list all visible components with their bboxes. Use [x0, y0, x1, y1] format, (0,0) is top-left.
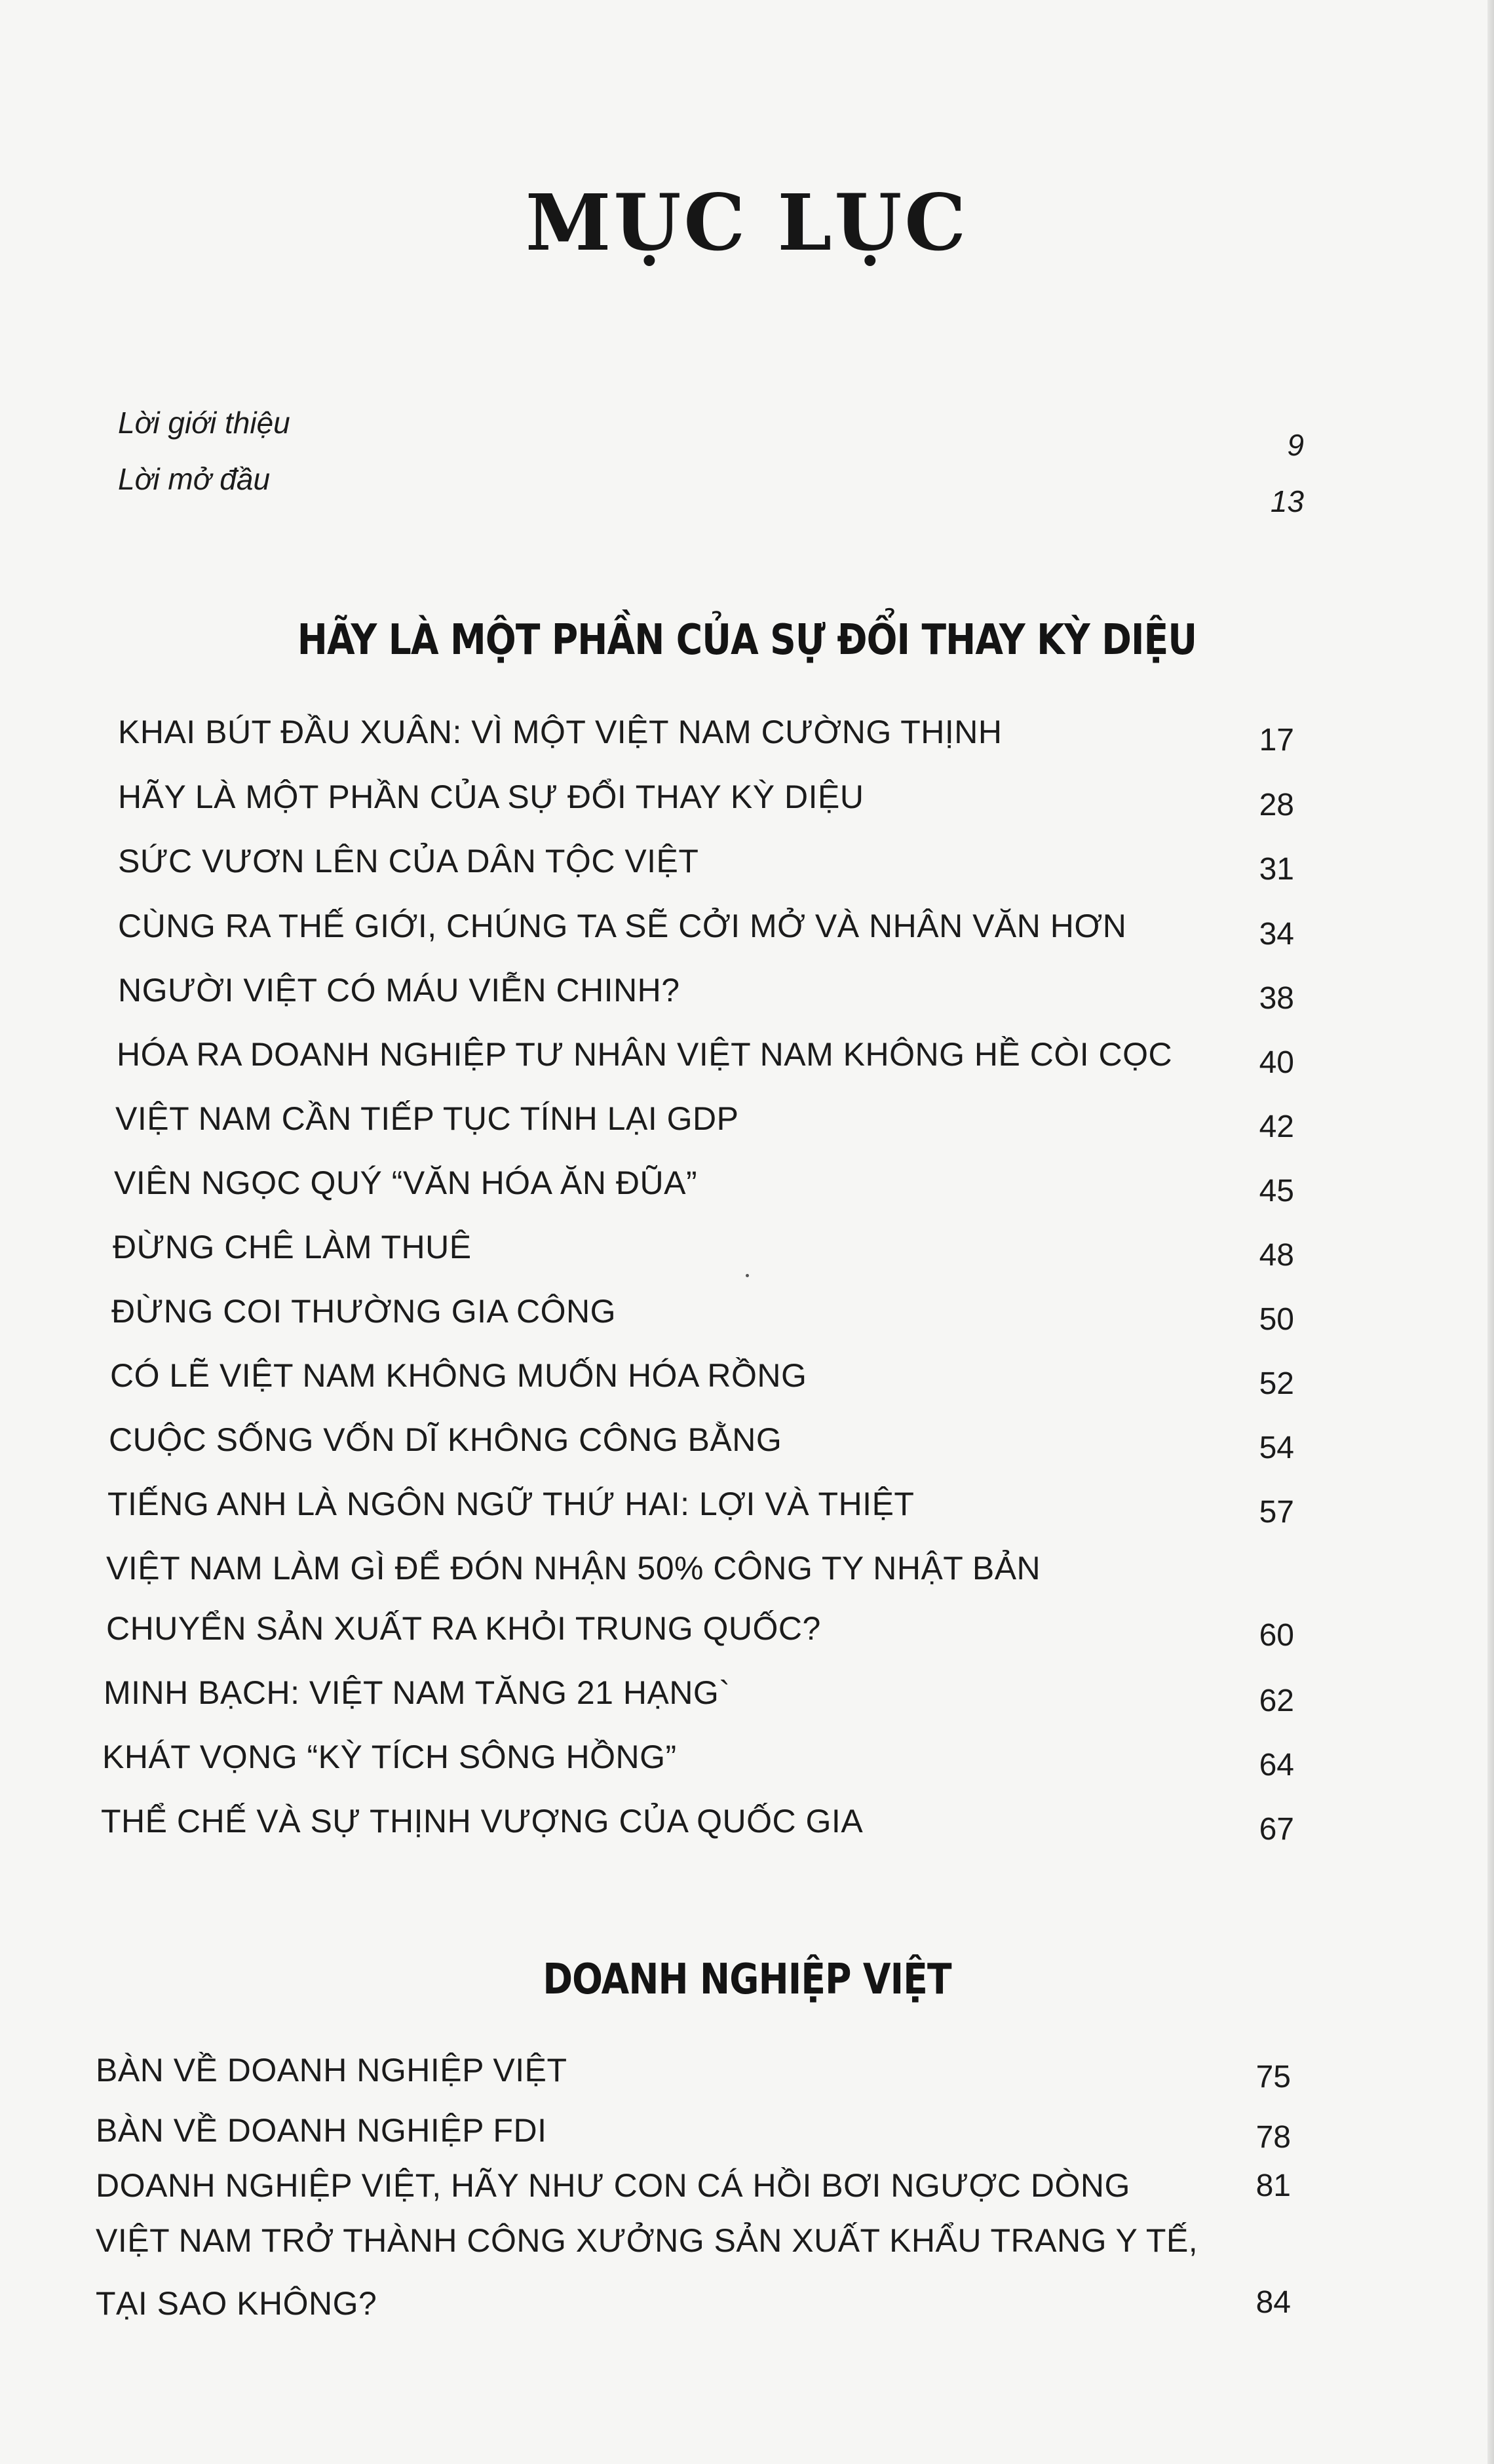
- toc-entry[interactable]: [96, 2111, 1291, 2170]
- toc-intro-entry[interactable]: [118, 461, 1304, 518]
- toc-intro-entry[interactable]: [118, 405, 1304, 462]
- toc-entry-title-continued: CHUYỂN SẢN XUẤT RA KHỎI TRUNG QUỐC?: [106, 1610, 821, 1647]
- toc-entry-title: HÃY LÀ MỘT PHẦN CỦA SỰ ĐỔI THAY KỲ DIỆU: [118, 779, 864, 815]
- section-heading: DOANH NGHIỆP VIỆT: [543, 1955, 951, 2004]
- toc-entry[interactable]: [96, 2051, 1291, 2110]
- toc-entry-title: CUỘC SỐNG VỐN DĨ KHÔNG CÔNG BẰNG: [109, 1421, 782, 1458]
- toc-entry-title: VIỆT NAM TRỞ THÀNH CÔNG XƯỞNG SẢN XUẤT KHẨU TRANG Y TẾ,: [96, 2222, 1198, 2259]
- toc-entry[interactable]: [113, 1228, 1294, 1287]
- toc-page-number: 28: [1259, 788, 1294, 822]
- toc-page-number: 31: [1259, 852, 1294, 887]
- toc-entry-title: Lời mở đầu: [118, 462, 271, 496]
- toc-entry[interactable]: [106, 1549, 1294, 1667]
- toc-entry-title: VIỆT NAM LÀM GÌ ĐỂ ĐÓN NHẬN 50% CÔNG TY NHẬT BẢN: [106, 1550, 1041, 1587]
- toc-entry-title: VIÊN NGỌC QUÝ “VĂN HÓA ĂN ĐŨA”: [114, 1165, 698, 1201]
- toc-entry[interactable]: [110, 1357, 1294, 1415]
- section-heading: HÃY LÀ MỘT PHẦN CỦA SỰ ĐỔI THAY KỲ DIỆU: [297, 616, 1197, 664]
- toc-entry-title: THỂ CHẾ VÀ SỰ THỊNH VƯỢNG CỦA QUỐC GIA: [101, 1803, 864, 1839]
- toc-page-number: 48: [1259, 1238, 1294, 1273]
- toc-entry[interactable]: [96, 2166, 1291, 2225]
- toc-entry-title: HÓA RA DOANH NGHIỆP TƯ NHÂN VIỆT NAM KHÔNG HỀ CÒI CỌC: [117, 1036, 1173, 1073]
- toc-page-number: 40: [1259, 1045, 1294, 1080]
- toc-entry[interactable]: [118, 713, 1294, 772]
- toc-entry-title: ĐỪNG COI THƯỜNG GIA CÔNG: [111, 1293, 616, 1330]
- toc-entry[interactable]: [118, 778, 1294, 837]
- page-edge: [1487, 0, 1494, 2464]
- toc-page-number: 60: [1259, 1618, 1294, 1653]
- toc-page-number: 54: [1259, 1431, 1294, 1465]
- toc-page-number: 75: [1255, 2060, 1291, 2094]
- toc-entry[interactable]: [117, 1035, 1294, 1094]
- toc-entry-title: BÀN VỀ DOANH NGHIỆP VIỆT: [96, 2052, 567, 2089]
- toc-page-number: 13: [1270, 484, 1304, 518]
- toc-entry[interactable]: [118, 971, 1294, 1030]
- toc-entry[interactable]: [115, 1100, 1294, 1159]
- toc-entry-title: KHAI BÚT ĐẦU XUÂN: VÌ MỘT VIỆT NAM CƯỜNG THỊNH: [118, 714, 1003, 750]
- toc-page-number: 84: [1255, 2285, 1291, 2320]
- toc-entry[interactable]: [96, 2222, 1291, 2333]
- toc-entry[interactable]: [102, 1738, 1294, 1797]
- toc-page-number: 42: [1259, 1109, 1294, 1144]
- scan-speck: [746, 1274, 749, 1277]
- toc-entry-title: ĐỪNG CHÊ LÀM THUÊ: [113, 1229, 472, 1265]
- toc-page-number: 81: [1255, 2168, 1291, 2203]
- toc-entry-title: MINH BẠCH: VIỆT NAM TĂNG 21 HẠNG`: [104, 1674, 731, 1711]
- page-title: MỤC LỤC: [525, 177, 969, 268]
- toc-entry[interactable]: [101, 1802, 1294, 1861]
- toc-entry-title: VIỆT NAM CẦN TIẾP TỤC TÍNH LẠI GDP: [115, 1100, 739, 1137]
- toc-page-number: 64: [1259, 1748, 1294, 1782]
- toc-entry-title: CÓ LẼ VIỆT NAM KHÔNG MUỐN HÓA RỒNG: [110, 1357, 807, 1394]
- toc-page-number: 62: [1259, 1684, 1294, 1718]
- toc-entry-title: SỨC VƯƠN LÊN CỦA DÂN TỘC VIỆT: [118, 843, 699, 879]
- toc-page-number: 9: [1287, 428, 1304, 462]
- toc-page-number: 45: [1259, 1174, 1294, 1208]
- toc-entry-title: BÀN VỀ DOANH NGHIỆP FDI: [96, 2112, 547, 2149]
- toc-page-number: 57: [1259, 1495, 1294, 1530]
- toc-page-number: 67: [1259, 1812, 1294, 1847]
- toc-entry-title: DOANH NGHIỆP VIỆT, HÃY NHƯ CON CÁ HỒI BƠI NGƯỢC DÒNG: [96, 2167, 1130, 2204]
- toc-entry-title: Lời giới thiệu: [118, 406, 290, 440]
- toc-entry[interactable]: [109, 1421, 1294, 1480]
- toc-page-number: 50: [1259, 1302, 1294, 1337]
- toc-entry-title: CÙNG RA THẾ GIỚI, CHÚNG TA SẼ CỞI MỞ VÀ NHÂN VĂN HƠN: [118, 908, 1127, 944]
- toc-entry[interactable]: [114, 1164, 1294, 1223]
- toc-entry-title-continued: TẠI SAO KHÔNG?: [96, 2285, 377, 2322]
- toc-page-number: 78: [1255, 2120, 1291, 2155]
- toc-entry[interactable]: [104, 1674, 1294, 1733]
- toc-entry[interactable]: [107, 1485, 1294, 1544]
- toc-page-number: 38: [1259, 981, 1294, 1016]
- toc-page-number: 34: [1259, 917, 1294, 952]
- toc-entry-title: KHÁT VỌNG “KỲ TÍCH SÔNG HỒNG”: [102, 1739, 677, 1775]
- toc-page-number: 52: [1259, 1366, 1294, 1401]
- toc-page-number: 17: [1259, 723, 1294, 758]
- toc-entry[interactable]: [111, 1292, 1294, 1351]
- toc-entry[interactable]: [118, 842, 1294, 901]
- toc-entry[interactable]: [118, 907, 1294, 966]
- toc-entry-title: NGƯỜI VIỆT CÓ MÁU VIỄN CHINH?: [118, 972, 680, 1009]
- toc-entry-title: TIẾNG ANH LÀ NGÔN NGỮ THỨ HAI: LỢI VÀ THIỆT: [107, 1486, 915, 1522]
